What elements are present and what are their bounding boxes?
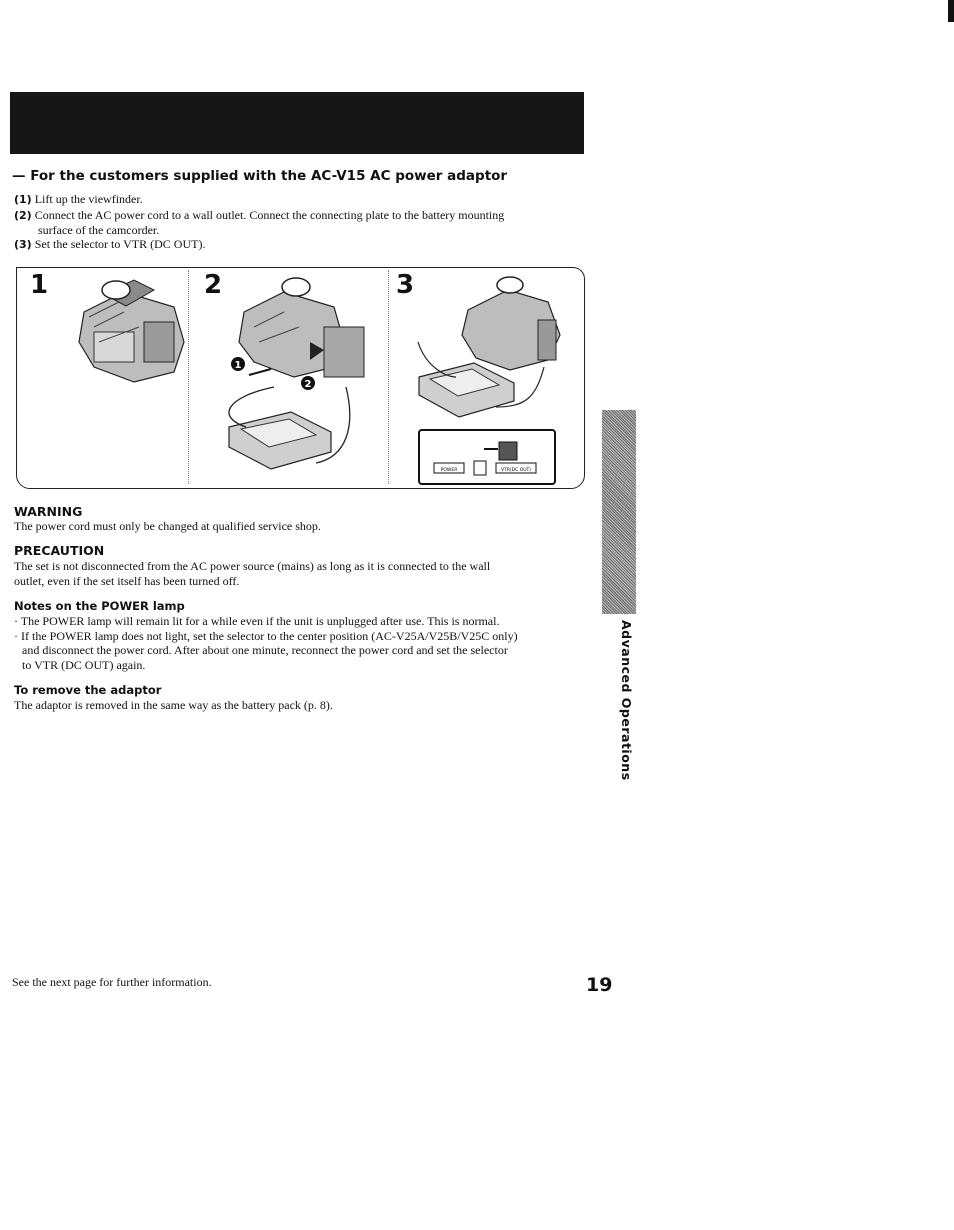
remove-text: The adaptor is removed in the same way as the battery pack (p. 8). bbox=[14, 698, 333, 712]
step-2: (2) Connect the AC power cord to a wall outlet. Connect the connecting plate to the battery mounting surface of the camcorder. bbox=[14, 208, 505, 237]
svg-text:2: 2 bbox=[304, 379, 312, 390]
notes-list: · The POWER lamp will remain lit for a while even if the unit is unplugged after use. This is normal. · If the POWER lamp does not light, set the selector to the center position (AC-V25A/V25B/V25C only) and disconnect the power cord. After about one minute, reconnect the power cord and set the selector to VTR (DC OUT) again. bbox=[14, 614, 518, 672]
camcorder-illustration bbox=[239, 278, 364, 377]
section-title: — For the customers supplied with the AC-V15 AC power adaptor bbox=[12, 168, 508, 184]
camcorder-illustration bbox=[79, 280, 184, 382]
page-number: 19 bbox=[586, 974, 613, 996]
panel-number: 3 bbox=[396, 270, 415, 300]
svg-text:1: 1 bbox=[234, 360, 242, 371]
chapter-tab bbox=[602, 410, 636, 614]
svg-text:POWER: POWER bbox=[440, 468, 458, 473]
figure-illustration bbox=[16, 267, 584, 489]
arrow-icon bbox=[249, 369, 271, 375]
camcorder-illustration bbox=[462, 277, 560, 370]
svg-text:VTR(DC OUT): VTR(DC OUT) bbox=[500, 468, 532, 473]
panel-number: 2 bbox=[204, 270, 223, 300]
chapter-tab-label: Advanced Operations bbox=[619, 620, 634, 781]
ac-adaptor-illustration bbox=[229, 412, 331, 469]
notes-heading: Notes on the POWER lamp bbox=[14, 599, 185, 613]
ac-adaptor-illustration bbox=[419, 363, 514, 417]
edge-mark bbox=[948, 0, 954, 22]
precaution-heading: PRECAUTION bbox=[14, 543, 105, 558]
selector-inset bbox=[419, 430, 555, 484]
panel-number: 1 bbox=[30, 270, 49, 300]
footer-note: See the next page for further information. bbox=[12, 975, 212, 989]
warning-heading: WARNING bbox=[14, 504, 83, 519]
step-3: (3) Set the selector to VTR (DC OUT). bbox=[14, 237, 206, 251]
precaution-text: The set is not disconnected from the AC power source (mains) as long as it is connected to the wall outlet, even if the set itself has been turned off. bbox=[14, 559, 491, 588]
remove-heading: To remove the adaptor bbox=[14, 683, 162, 697]
step-1: (1) Lift up the viewfinder. bbox=[14, 192, 143, 206]
warning-text: The power cord must only be changed at qualified service shop. bbox=[14, 519, 321, 533]
selector-switch-icon bbox=[499, 442, 517, 460]
header-bar bbox=[10, 92, 584, 154]
